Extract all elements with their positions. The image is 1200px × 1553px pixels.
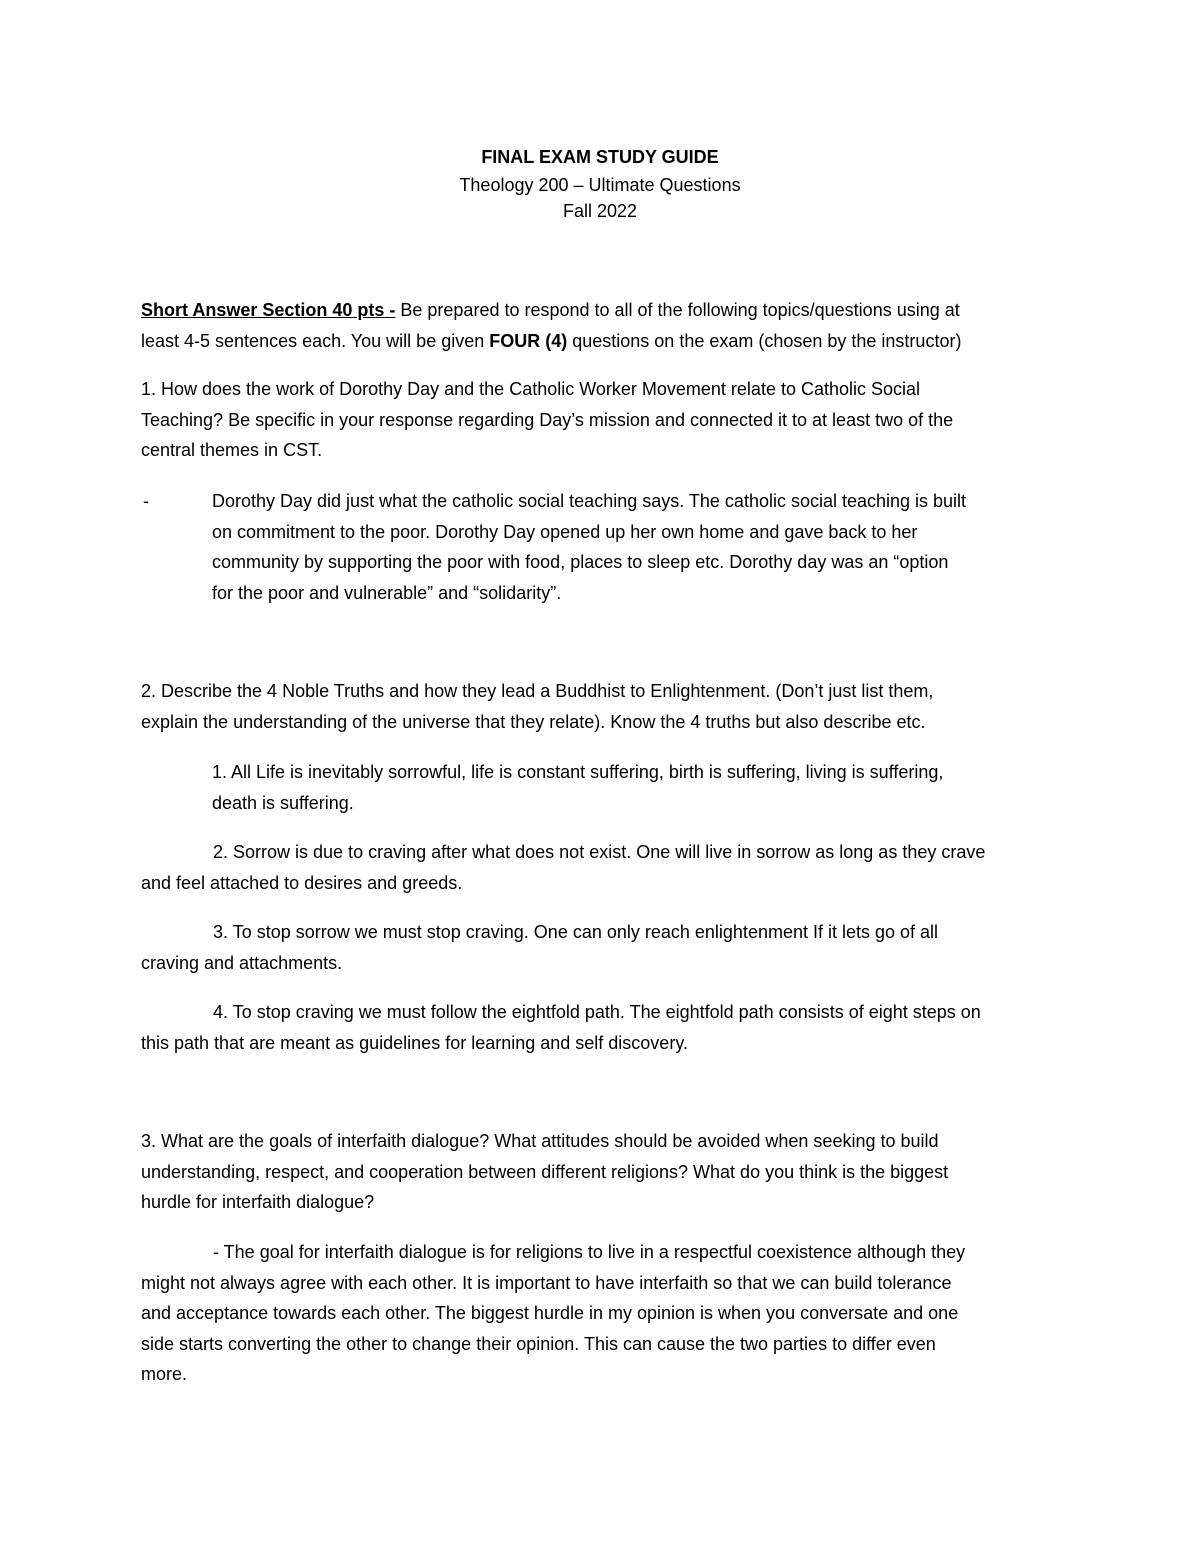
answer-3-line: and acceptance towards each other. The biggest hurdle in my opinion is when you conversate and one [141, 1303, 959, 1323]
four-label: FOUR (4) [489, 330, 568, 351]
intro-text-2: least 4-5 sentences each. You will be given [141, 330, 490, 351]
answer-1-dash: - [143, 491, 149, 511]
truth-2-line: and feel attached to desires and greeds. [141, 872, 463, 893]
answer-1-line: Dorothy Day did just what the catholic social teaching says. The catholic social teaching is built [212, 491, 967, 511]
answer-1 [212, 486, 1072, 608]
truth-4-line: this path that are meant as guidelines for learning and self discovery. [141, 1032, 688, 1053]
section-label: Short Answer Section 40 pts - [141, 300, 396, 320]
question-3-line: 3. What are the goals of interfaith dialogue? What attitudes should be avoided when seeking to build [141, 1131, 939, 1151]
question-1-line: Teaching? Be specific in your response regarding Day’s mission and connected it to at least two of the [141, 409, 954, 430]
intro-text-1: Be prepared to respond to all of the following topics/questions using at [395, 300, 960, 320]
answer-3-line: side starts converting the other to change their opinion. This can cause the two parties to differ even [141, 1333, 936, 1354]
truth-1-line: death is suffering. [212, 792, 354, 813]
truth-1-line: 1. All Life is inevitably sorrowful, life is constant suffering, birth is suffering, living is suffering, [212, 762, 944, 782]
answer-3-line: - The goal for interfaith dialogue is for religions to live in a respectful coexistence although they [213, 1242, 966, 1262]
truth-3-line: 3. To stop sorrow we must stop craving. One can only reach enlightenment If it lets go of all [213, 922, 939, 942]
term-label: Fall 2022 [562, 201, 638, 221]
question-1-line: 1. How does the work of Dorothy Day and the Catholic Worker Movement relate to Catholic Social [141, 379, 921, 399]
intro-paragraph [141, 295, 1071, 356]
answer-3-line: might not always agree with each other. It is important to have interfaith so that we can build tolerance [141, 1272, 952, 1293]
question-2-line: 2. Describe the 4 Noble Truths and how they lead a Buddhist to Enlightenment. (Don’t just list them, [141, 681, 934, 701]
answer-3-line: more. [141, 1364, 188, 1384]
answer-1-line: on commitment to the poor. Dorothy Day opened up her own home and gave back to her [212, 521, 918, 542]
question-1-line: central themes in CST. [141, 440, 323, 460]
truth-2-line: 2. Sorrow is due to craving after what does not exist. One will live in sorrow as long as they crave [213, 842, 986, 862]
truth-3-line: craving and attachments. [141, 952, 343, 973]
intro-text-3: questions on the exam (chosen by the instructor) [567, 330, 962, 351]
course-subtitle: Theology 200 – Ultimate Questions [459, 175, 741, 195]
answer-3 [141, 1237, 1071, 1390]
truth-1 [212, 757, 1072, 818]
truth-3 [141, 917, 1071, 978]
truth-2 [141, 837, 1071, 898]
question-3 [141, 1126, 1071, 1218]
question-3-line: hurdle for interfaith dialogue? [141, 1192, 375, 1212]
truth-4 [141, 997, 1071, 1058]
question-2-line: explain the understanding of the universe that they relate). Know the 4 truths but also describe etc. [141, 711, 926, 732]
answer-1-line: for the poor and vulnerable” and “solidarity”. [212, 582, 562, 603]
question-2 [141, 676, 1071, 737]
question-1 [141, 374, 1071, 466]
question-3-line: understanding, respect, and cooperation between different religions? What do you think is the biggest [141, 1161, 949, 1182]
truth-4-line: 4. To stop craving we must follow the eightfold path. The eightfold path consists of eight steps on [213, 1002, 981, 1022]
page-title: FINAL EXAM STUDY GUIDE [481, 147, 719, 167]
answer-1-line: community by supporting the poor with food, places to sleep etc. Dorothy day was an “option [212, 552, 949, 572]
